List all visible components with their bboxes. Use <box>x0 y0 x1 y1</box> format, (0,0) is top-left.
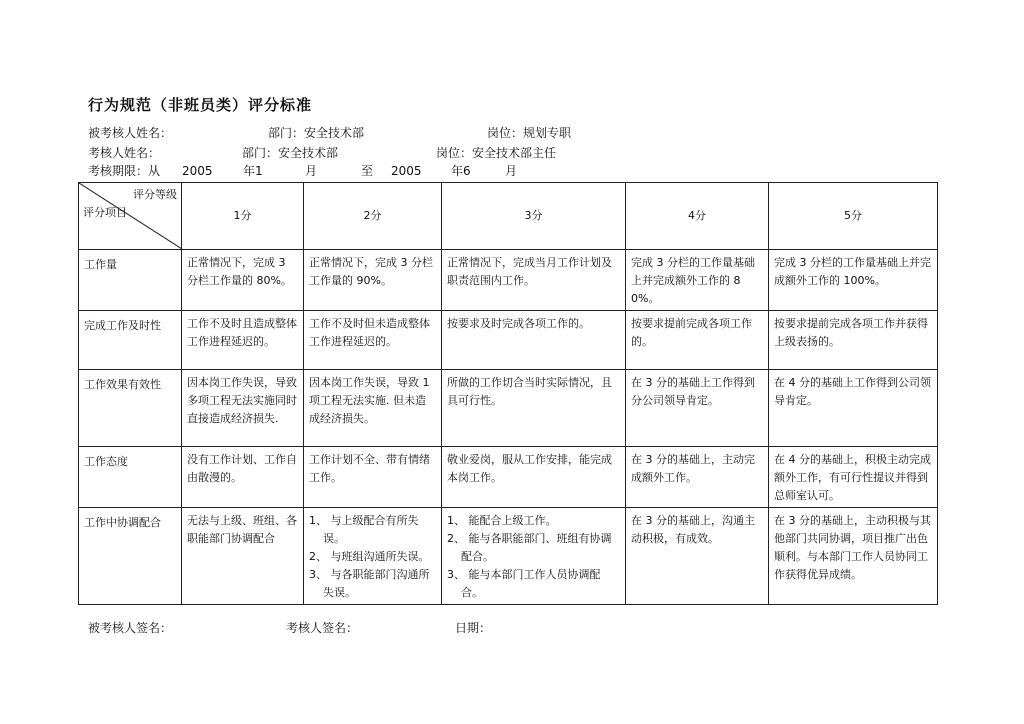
examinee-dept: 部门：安全技术部 <box>268 126 365 140</box>
list-item: 2、 能与各职能部门、班组有协调配合。 <box>447 532 612 563</box>
period-start-year: 2005 <box>182 164 213 178</box>
period-start-month-unit: 月 <box>305 164 318 178</box>
table-cell: 所做的工作切合当时实际情况，且具可行性。 <box>442 370 626 447</box>
corner-level-label: 评分等级 <box>133 188 177 201</box>
examiner-signature-label: 考核人签名： <box>286 621 359 635</box>
period-end-month: 年6 <box>451 164 471 178</box>
examiner-post: 岗位：安全技术部主任 <box>436 146 557 160</box>
list-item: 1、 能配合上级工作。 <box>447 514 557 527</box>
table-cell: 工作计划不全、带有情绪工作。 <box>304 447 442 508</box>
table-cell: 正常情况下，完成 3 分栏工作量的 90%。 <box>304 250 442 311</box>
level-header-5: 5分 <box>769 183 938 250</box>
table-cell: 在 4 分的基础上，积极主动完成额外工作，有可行性提议并得到总师室认可。 <box>769 447 938 508</box>
examinee-signature-label: 被考核人签名： <box>88 621 173 635</box>
row-item-label: 工作量 <box>79 250 182 311</box>
period-start-month: 年1 <box>243 164 263 178</box>
table-cell: 工作不及时且造成整体工作进程延迟的。 <box>182 311 304 370</box>
table-cell: 敬业爱岗，服从工作安排，能完成本岗工作。 <box>442 447 626 508</box>
table-cell: 工作不及时但未造成整体工作进程延迟的。 <box>304 311 442 370</box>
examinee-post: 岗位：规划专职 <box>487 126 572 140</box>
table-cell <box>442 508 626 605</box>
list-item: 1、 与上级配合有所失误。 <box>309 514 419 545</box>
list-item: 2、 与班组沟通所失误。 <box>309 550 430 563</box>
table-cell <box>304 508 442 605</box>
table-cell: 正常情况下，完成当月工作计划及职责范围内工作。 <box>442 250 626 311</box>
numbered-list <box>309 512 436 602</box>
table-cell: 在 3 分的基础上工作得到分公司领导肯定。 <box>626 370 769 447</box>
table-cell: 按要求及时完成各项工作的。 <box>442 311 626 370</box>
row-item-label: 工作态度 <box>79 447 182 508</box>
table-row <box>79 447 938 508</box>
examinee-name-label: 被考核人姓名： <box>88 126 173 140</box>
period-to: 至 <box>361 164 374 178</box>
table-row <box>79 370 938 447</box>
table-cell: 在 3 分的基础上，主动积极与其他部门共同协调，项目推广出色顺利。与本部门工作人员协同工作获得优异成绩。 <box>769 508 938 605</box>
corner-item-label: 评分项目 <box>83 206 127 219</box>
table-cell: 因本岗工作失误，导致多项工程无法实施同时直接造成经济损失. <box>182 370 304 447</box>
scoring-table <box>78 182 938 605</box>
level-header-2: 2分 <box>304 183 442 250</box>
table-row <box>79 311 938 370</box>
table-cell: 没有工作计划、工作自由散漫的。 <box>182 447 304 508</box>
table-row <box>79 508 938 605</box>
examiner-dept: 部门：安全技术部 <box>242 146 339 160</box>
date-label: 日期： <box>455 621 492 635</box>
period-label: 考核期限：从 <box>88 164 161 178</box>
level-header-3: 3分 <box>442 183 626 250</box>
table-cell: 完成 3 分栏的工作量基础上并完成额外工作的 80%。 <box>626 250 769 311</box>
table-cell: 正常情况下，完成 3 分栏工作量的 80%。 <box>182 250 304 311</box>
table-cell: 因本岗工作失误，导致 1 项工程无法实施. 但未造成经济损失。 <box>304 370 442 447</box>
period-end-month-unit: 月 <box>505 164 518 178</box>
table-cell: 按要求提前完成各项工作的。 <box>626 311 769 370</box>
list-item: 3、 能与本部门工作人员协调配合。 <box>447 568 601 599</box>
table-header-row <box>79 183 938 250</box>
list-item: 3、 与各职能部门沟通所失误。 <box>309 568 430 599</box>
table-cell: 按要求提前完成各项工作并获得上级表扬的。 <box>769 311 938 370</box>
table-cell: 在 4 分的基础上工作得到公司领导肯定。 <box>769 370 938 447</box>
examiner-name-label: 考核人姓名： <box>88 146 161 160</box>
table-cell: 在 3 分的基础上，沟通主动积极，有成效。 <box>626 508 769 605</box>
level-header-1: 1分 <box>182 183 304 250</box>
corner-header-cell <box>79 183 182 250</box>
row-item-label: 工作中协调配合 <box>79 508 182 605</box>
document-title: 行为规范（非班员类）评分标准 <box>88 96 313 114</box>
table-cell: 在 3 分的基础上，主动完成额外工作。 <box>626 447 769 508</box>
period-end-year: 2005 <box>391 164 422 178</box>
numbered-list <box>447 512 620 602</box>
table-cell: 无法与上级、班组、各职能部门协调配合 <box>182 508 304 605</box>
level-header-4: 4分 <box>626 183 769 250</box>
table-cell: 完成 3 分栏的工作量基础上并完成额外工作的 100%。 <box>769 250 938 311</box>
row-item-label: 工作效果有效性 <box>79 370 182 447</box>
row-item-label: 完成工作及时性 <box>79 311 182 370</box>
table-row <box>79 250 938 311</box>
